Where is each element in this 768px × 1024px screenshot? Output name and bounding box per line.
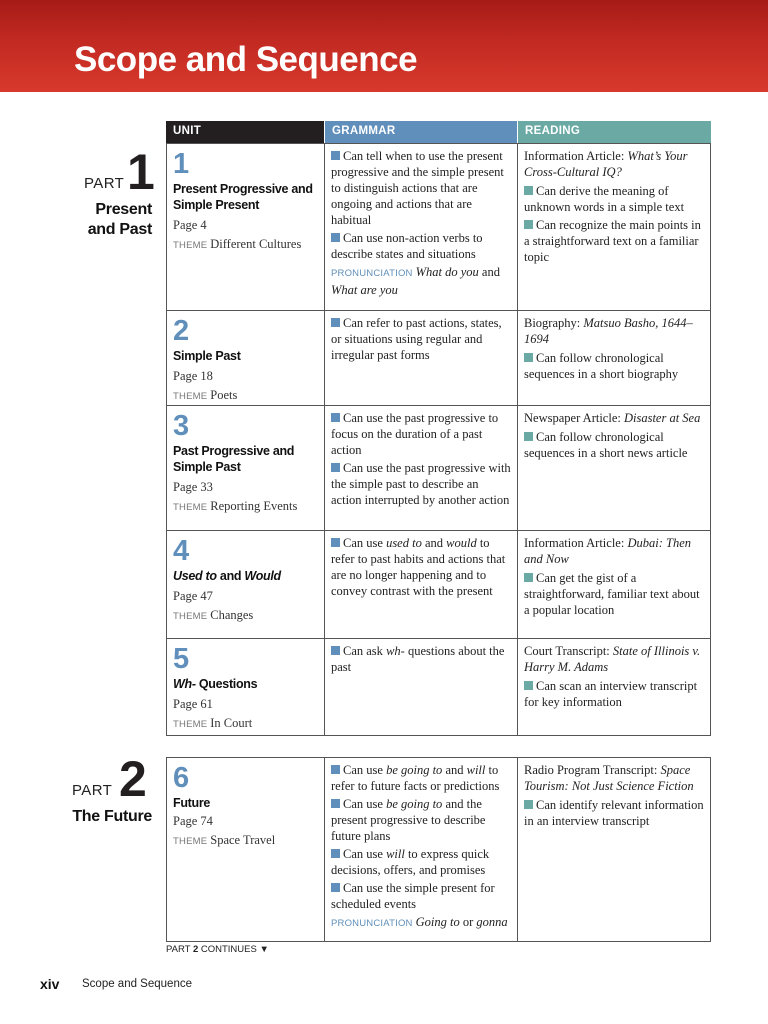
- unit-page: Page 4: [173, 218, 207, 232]
- table-row-unit-5: [167, 639, 710, 735]
- unit-page: Page 33: [173, 480, 213, 494]
- reading-title: Information Article: What’s Your Cross-Cultural IQ?: [524, 149, 688, 179]
- grammar-item: Can use non-action verbs to describe states and situations: [331, 231, 483, 261]
- unit-theme: [173, 715, 324, 733]
- square-bullet-icon: [524, 432, 533, 441]
- theme-label: THEME: [173, 719, 208, 730]
- theme-value: Reporting Events: [210, 499, 298, 513]
- grammar-item: Can ask wh- questions about the past: [331, 644, 505, 674]
- square-bullet-icon: [331, 538, 340, 547]
- square-bullet-icon: [331, 318, 340, 327]
- grammar-item: Can use the past progressive with the simple past to describe an action interrupted by another action: [331, 461, 511, 507]
- reading-title: Court Transcript: State of Illinois v. Harry M. Adams: [524, 644, 701, 674]
- square-bullet-icon: [524, 220, 533, 229]
- unit-number: 4: [173, 535, 190, 567]
- unit-title-line1: Present Progressive and: [173, 182, 313, 196]
- unit-theme: [173, 607, 324, 625]
- unit-number: 5: [173, 643, 190, 675]
- theme-value: Poets: [210, 388, 238, 402]
- part-name-line2: and Past: [87, 221, 152, 238]
- grammar-item: Can use the simple present for scheduled events: [331, 881, 495, 911]
- table-part-2: [166, 757, 711, 942]
- unit-theme: [173, 832, 324, 850]
- grammar-item: Can use will to express quick decisions, offers, and promises: [331, 847, 490, 877]
- reading-title: Radio Program Transcript: Space Tourism: Not Just Science Fiction: [524, 763, 694, 793]
- table-row-unit-2: [167, 311, 710, 406]
- reading-cell: [518, 758, 710, 941]
- unit-cell: [167, 639, 325, 735]
- unit-title-line2: Simple Present: [173, 198, 260, 212]
- reading-cell: [518, 406, 710, 530]
- table-part-1: [166, 143, 711, 736]
- unit-page: Page 18: [173, 369, 213, 383]
- pronunciation-item: PRONUNCIATION Going to or gonna: [331, 915, 508, 929]
- part-word: PART: [84, 175, 125, 192]
- square-bullet-icon: [331, 646, 340, 655]
- table-row-unit-1: [167, 144, 710, 311]
- table-header: [166, 121, 711, 143]
- square-bullet-icon: [524, 353, 533, 362]
- reading-item: Can recognize the main points in a straightforward text on a familiar topic: [524, 218, 701, 264]
- square-bullet-icon: [331, 799, 340, 808]
- unit-cell: [167, 758, 325, 941]
- unit-number: 6: [173, 762, 190, 794]
- page-title: Scope and Sequence: [74, 40, 418, 79]
- grammar-cell: [325, 311, 518, 405]
- part-2-label: [0, 752, 152, 832]
- grammar-cell: [325, 144, 518, 310]
- table-row-unit-4: [167, 531, 710, 639]
- reading-cell: [518, 531, 710, 638]
- theme-value: Space Travel: [210, 833, 276, 847]
- reading-item: Can follow chronological sequences in a short biography: [524, 351, 679, 381]
- part-name-line1: The Future: [72, 808, 152, 825]
- part-number: 2: [119, 751, 145, 807]
- square-bullet-icon: [331, 463, 340, 472]
- square-bullet-icon: [331, 233, 340, 242]
- unit-page: Page 47: [173, 589, 213, 603]
- grammar-item: Can refer to past actions, states, or situations using regular and irregular past forms: [331, 316, 502, 362]
- reading-title: Newspaper Article: Disaster at Sea: [524, 411, 701, 425]
- grammar-item: Can use used to and would to refer to past habits and actions that are no longer happening and to convey contrast with the present: [331, 536, 506, 598]
- grammar-item: Can tell when to use the present progressive and the simple present to distinguish actions that are ongoing and actions that are habitual: [331, 149, 504, 227]
- square-bullet-icon: [524, 800, 533, 809]
- pronunciation-item: PRONUNCIATION What do you and What are you: [331, 265, 500, 297]
- part-continues-note: PART 2 CONTINUES ▼: [166, 944, 269, 955]
- theme-label: THEME: [173, 240, 208, 251]
- part-word: PART: [72, 782, 113, 799]
- unit-theme: [173, 387, 324, 405]
- reading-title: Information Article: Dubai: Then and Now: [524, 536, 691, 566]
- square-bullet-icon: [524, 186, 533, 195]
- theme-value: In Court: [210, 716, 253, 730]
- reading-item: Can follow chronological sequences in a short news article: [524, 430, 688, 460]
- footer-running-title: Scope and Sequence: [82, 978, 192, 990]
- column-header-reading: READING: [517, 121, 711, 143]
- pronunciation-label: PRONUNCIATION: [331, 268, 413, 279]
- unit-number: 3: [173, 410, 190, 442]
- unit-title-line1: Past Progressive and: [173, 444, 295, 458]
- part-number: 1: [127, 144, 153, 200]
- unit-title-line2: Simple Past: [173, 460, 241, 474]
- unit-page: Page 61: [173, 697, 213, 711]
- grammar-item: Can use be going to and will to refer to future facts or predictions: [331, 763, 500, 793]
- unit-theme: [173, 498, 324, 516]
- grammar-cell: [325, 639, 518, 735]
- part-name-line1: Present: [95, 201, 152, 218]
- unit-title-line1: Simple Past: [173, 349, 241, 363]
- unit-number: 1: [173, 148, 190, 180]
- unit-cell: [167, 144, 325, 310]
- unit-theme: [173, 236, 324, 254]
- unit-title-line1: Used to and Would: [173, 569, 281, 583]
- square-bullet-icon: [331, 883, 340, 892]
- part-1-label: [0, 145, 152, 245]
- reading-cell: [518, 311, 710, 405]
- theme-label: THEME: [173, 502, 208, 513]
- reading-cell: [518, 144, 710, 310]
- unit-title-line1: Future: [173, 796, 211, 810]
- reading-item: Can identify relevant information in an interview transcript: [524, 798, 704, 828]
- footer-page-number: xiv: [40, 976, 60, 992]
- theme-value: Different Cultures: [210, 237, 302, 251]
- reading-item: Can scan an interview transcript for key information: [524, 679, 698, 709]
- theme-label: THEME: [173, 391, 208, 402]
- theme-label: THEME: [173, 836, 208, 847]
- reading-item: Can derive the meaning of unknown words in a simple text: [524, 184, 685, 214]
- grammar-cell: [325, 531, 518, 638]
- reading-title: Biography: Matsuo Basho, 1644–1694: [524, 316, 693, 346]
- theme-label: THEME: [173, 611, 208, 622]
- theme-value: Changes: [210, 608, 254, 622]
- pronunciation-label: PRONUNCIATION: [331, 918, 413, 929]
- unit-cell: [167, 311, 325, 405]
- unit-cell: [167, 531, 325, 638]
- grammar-item: Can use the past progressive to focus on the duration of a past action: [331, 411, 499, 457]
- reading-item: Can get the gist of a straightforward, familiar text about a popular location: [524, 571, 700, 617]
- table-row-unit-3: [167, 406, 710, 531]
- unit-title-line1: Wh- Questions: [173, 677, 258, 691]
- square-bullet-icon: [524, 573, 533, 582]
- square-bullet-icon: [331, 413, 340, 422]
- square-bullet-icon: [524, 681, 533, 690]
- grammar-item: Can use be going to and the present progressive to describe future plans: [331, 797, 486, 843]
- column-header-grammar: GRAMMAR: [324, 121, 517, 143]
- square-bullet-icon: [331, 151, 340, 160]
- grammar-cell: [325, 406, 518, 530]
- table-row-unit-6: [167, 758, 710, 941]
- column-header-unit: UNIT: [166, 121, 324, 143]
- unit-number: 2: [173, 315, 190, 347]
- grammar-cell: [325, 758, 518, 941]
- square-bullet-icon: [331, 849, 340, 858]
- unit-page: Page 74: [173, 814, 213, 828]
- unit-cell: [167, 406, 325, 530]
- square-bullet-icon: [331, 765, 340, 774]
- reading-cell: [518, 639, 710, 735]
